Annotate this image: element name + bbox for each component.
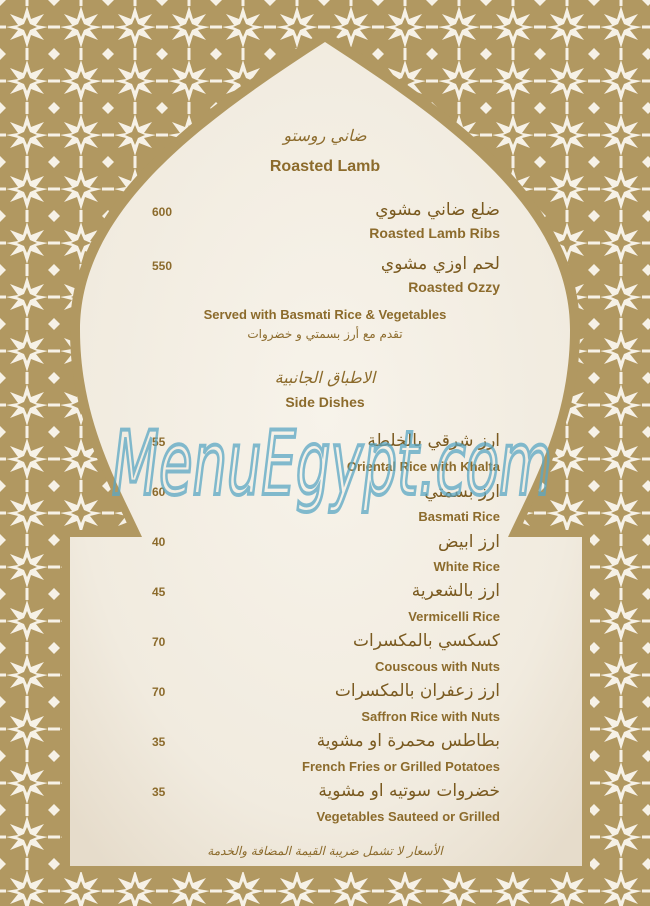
item-name-arabic: بطاطس محمرة او مشوية — [316, 731, 500, 751]
item-name-english: White Rice — [433, 559, 500, 574]
item-price: 40 — [152, 535, 166, 549]
item-name-arabic: ضلع ضاني مشوي — [375, 200, 500, 220]
watermark-text: MenuEgypt.com — [112, 412, 552, 515]
item-name-english: Basmati Rice — [418, 509, 500, 524]
section-title-arabic: الاطباق الجانبية — [274, 368, 376, 387]
item-name-english: Vermicelli Rice — [408, 609, 500, 624]
item-name-arabic: ارز زعفران بالمكسرات — [334, 681, 500, 701]
item-name-english: French Fries or Grilled Potatoes — [302, 759, 500, 774]
item-name-arabic: ارز ابيض — [438, 532, 500, 552]
item-price: 35 — [152, 785, 166, 799]
item-price: 60 — [152, 485, 166, 499]
section-title-english: Roasted Lamb — [269, 158, 381, 175]
item-price: 55 — [152, 435, 166, 449]
section-title-arabic: ضاني روستو — [283, 126, 367, 145]
item-price: 70 — [152, 685, 166, 699]
item-name-english: Oriental Rice with Khalta — [346, 459, 500, 474]
item-name-arabic: ارز بسمتي — [424, 482, 500, 502]
section-note-arabic: تقدم مع أرز بسمتي و خضروات — [247, 327, 403, 341]
item-name-english: Roasted Lamb Ribs — [369, 225, 500, 241]
item-price: 70 — [152, 635, 166, 649]
item-price: 550 — [152, 259, 173, 273]
item-price: 600 — [152, 205, 173, 219]
item-price: 35 — [152, 735, 166, 749]
section-note-english: Served with Basmati Rice & Vegetables — [203, 307, 447, 322]
item-name-english: Roasted Ozzy — [408, 279, 500, 295]
item-name-arabic: ارز بالشعرية — [411, 581, 500, 601]
item-price: 45 — [152, 585, 166, 599]
item-name-english: Vegetables Sauteed or Grilled — [316, 809, 500, 824]
item-name-english: Saffron Rice with Nuts — [361, 709, 500, 724]
footer-tax-note: الأسعار لا تشمل ضريبة القيمة المضافة والخدمة — [207, 844, 443, 858]
item-name-arabic: خضروات سوتيه او مشوية — [318, 781, 500, 801]
item-name-arabic: لحم اوزي مشوي — [380, 254, 500, 274]
menuegypt-watermark — [108, 382, 558, 522]
item-name-english: Couscous with Nuts — [375, 659, 500, 674]
item-name-arabic: ارز شرقي بالخلطة — [367, 431, 500, 451]
section-title-english: Side Dishes — [285, 394, 365, 410]
item-name-arabic: كسكسي بالمكسرات — [353, 631, 500, 651]
